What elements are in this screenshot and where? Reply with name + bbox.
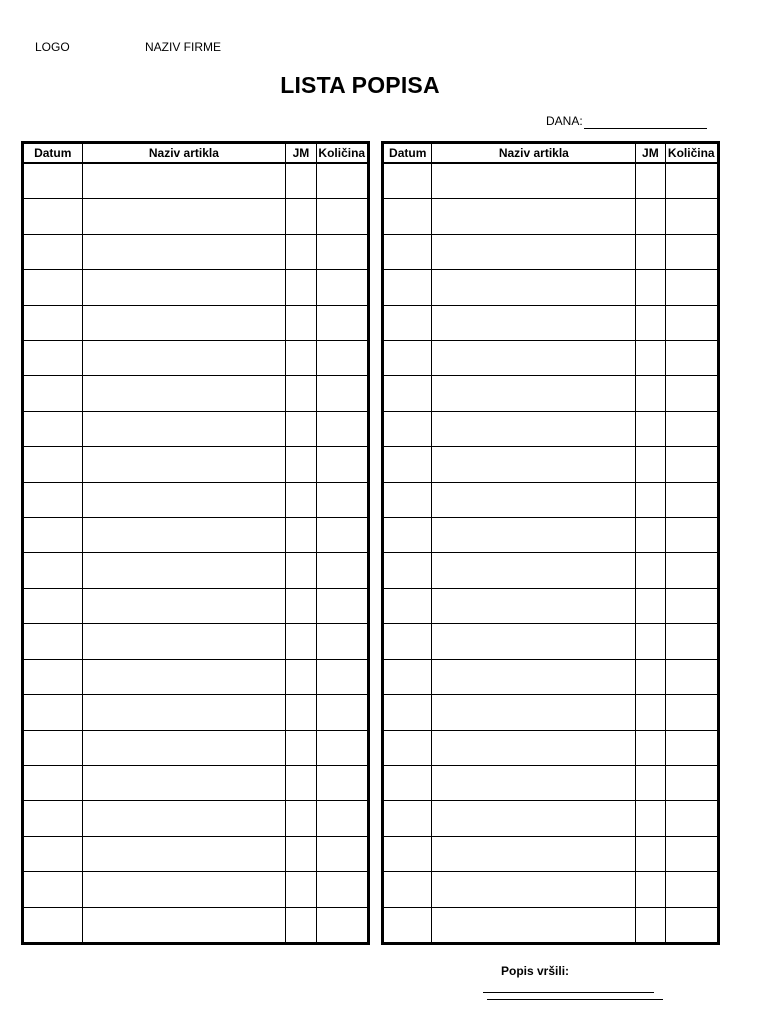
unit-cell[interactable] <box>636 163 665 199</box>
quantity-cell[interactable] <box>316 801 368 836</box>
date-cell[interactable] <box>23 163 83 199</box>
quantity-cell[interactable] <box>316 482 368 517</box>
column-header-date: Datum <box>23 143 83 164</box>
unit-cell[interactable] <box>636 411 665 446</box>
date-cell[interactable] <box>383 234 432 269</box>
date-cell[interactable] <box>383 270 432 305</box>
unit-cell[interactable] <box>636 588 665 623</box>
unit-cell[interactable] <box>636 341 665 376</box>
item-name-cell[interactable] <box>82 801 286 836</box>
table-row <box>23 765 369 800</box>
table-row <box>383 836 719 871</box>
unit-cell[interactable] <box>286 730 316 765</box>
table-row <box>383 765 719 800</box>
date-cell[interactable] <box>383 482 432 517</box>
item-name-cell[interactable] <box>432 907 636 943</box>
table-row <box>23 624 369 659</box>
table-row <box>383 518 719 553</box>
item-name-cell[interactable] <box>82 234 286 269</box>
company-name-placeholder: NAZIV FIRME <box>145 40 222 54</box>
date-cell[interactable] <box>383 411 432 446</box>
item-name-cell[interactable] <box>432 376 636 411</box>
item-name-cell[interactable] <box>82 199 286 234</box>
table-row <box>383 305 719 340</box>
inventory-table-left <box>21 141 370 945</box>
quantity-cell[interactable] <box>665 765 719 800</box>
table-body <box>383 163 719 944</box>
date-cell[interactable] <box>23 765 83 800</box>
unit-cell[interactable] <box>636 482 665 517</box>
table-row <box>383 907 719 943</box>
date-cell[interactable] <box>23 730 83 765</box>
table-row <box>23 730 369 765</box>
table-row <box>23 305 369 340</box>
item-name-cell[interactable] <box>82 447 286 482</box>
item-name-cell[interactable] <box>432 801 636 836</box>
table-row <box>23 588 369 623</box>
table-row <box>383 341 719 376</box>
quantity-cell[interactable] <box>316 305 368 340</box>
quantity-cell[interactable] <box>665 872 719 907</box>
table-row <box>23 836 369 871</box>
date-cell[interactable] <box>23 659 83 694</box>
date-label: DANA: <box>546 114 583 128</box>
quantity-cell[interactable] <box>316 447 368 482</box>
column-header-unit: JM <box>286 143 316 164</box>
date-cell[interactable] <box>383 518 432 553</box>
quantity-cell[interactable] <box>316 695 368 730</box>
item-name-cell[interactable] <box>432 588 636 623</box>
item-name-cell[interactable] <box>82 695 286 730</box>
table-row <box>23 411 369 446</box>
date-cell[interactable] <box>383 836 432 871</box>
date-cell[interactable] <box>23 376 83 411</box>
table-row <box>383 801 719 836</box>
unit-cell[interactable] <box>286 624 316 659</box>
quantity-cell[interactable] <box>665 376 719 411</box>
item-name-cell[interactable] <box>82 411 286 446</box>
table-row <box>23 695 369 730</box>
table-header-row <box>23 143 369 164</box>
date-cell[interactable] <box>23 411 83 446</box>
item-name-cell[interactable] <box>82 163 286 199</box>
table-row <box>23 234 369 269</box>
unit-cell[interactable] <box>286 801 316 836</box>
date-cell[interactable] <box>23 695 83 730</box>
item-name-cell[interactable] <box>82 376 286 411</box>
item-name-cell[interactable] <box>82 305 286 340</box>
item-name-cell[interactable] <box>82 907 286 943</box>
column-header-date: Datum <box>383 143 432 164</box>
table-row <box>23 872 369 907</box>
item-name-cell[interactable] <box>432 482 636 517</box>
column-header-item-name: Naziv artikla <box>82 143 286 164</box>
quantity-cell[interactable] <box>316 872 368 907</box>
quantity-cell[interactable] <box>665 482 719 517</box>
quantity-cell[interactable] <box>665 907 719 943</box>
date-cell[interactable] <box>23 624 83 659</box>
quantity-cell[interactable] <box>665 305 719 340</box>
item-name-cell[interactable] <box>82 872 286 907</box>
unit-cell[interactable] <box>636 872 665 907</box>
unit-cell[interactable] <box>286 482 316 517</box>
unit-cell[interactable] <box>636 305 665 340</box>
date-cell[interactable] <box>23 907 83 943</box>
table-row <box>383 447 719 482</box>
quantity-cell[interactable] <box>665 730 719 765</box>
table-body <box>23 163 369 944</box>
unit-cell[interactable] <box>636 270 665 305</box>
item-name-cell[interactable] <box>432 872 636 907</box>
quantity-cell[interactable] <box>316 836 368 871</box>
unit-cell[interactable] <box>636 553 665 588</box>
unit-cell[interactable] <box>636 234 665 269</box>
date-cell[interactable] <box>383 695 432 730</box>
unit-cell[interactable] <box>636 730 665 765</box>
table-row <box>23 447 369 482</box>
date-cell[interactable] <box>383 163 432 199</box>
item-name-cell[interactable] <box>82 836 286 871</box>
quantity-cell[interactable] <box>316 411 368 446</box>
table-row <box>383 872 719 907</box>
unit-cell[interactable] <box>286 659 316 694</box>
table-row <box>23 801 369 836</box>
date-cell[interactable] <box>23 801 83 836</box>
table-row <box>383 411 719 446</box>
quantity-cell[interactable] <box>316 553 368 588</box>
signed-by-label: Popis vršili: <box>501 964 570 978</box>
date-cell[interactable] <box>23 199 83 234</box>
quantity-cell[interactable] <box>316 730 368 765</box>
quantity-cell[interactable] <box>665 518 719 553</box>
unit-cell[interactable] <box>286 836 316 871</box>
item-name-cell[interactable] <box>82 588 286 623</box>
item-name-cell[interactable] <box>432 730 636 765</box>
date-cell[interactable] <box>383 801 432 836</box>
date-cell[interactable] <box>383 624 432 659</box>
date-fill-line[interactable] <box>584 128 707 129</box>
unit-cell[interactable] <box>286 341 316 376</box>
unit-cell[interactable] <box>636 801 665 836</box>
date-cell[interactable] <box>23 270 83 305</box>
unit-cell[interactable] <box>286 553 316 588</box>
unit-cell[interactable] <box>636 659 665 694</box>
item-name-cell[interactable] <box>432 447 636 482</box>
table-row <box>383 482 719 517</box>
quantity-cell[interactable] <box>316 199 368 234</box>
signature-line[interactable] <box>487 999 663 1000</box>
quantity-cell[interactable] <box>665 801 719 836</box>
item-name-cell[interactable] <box>432 411 636 446</box>
unit-cell[interactable] <box>286 376 316 411</box>
unit-cell[interactable] <box>286 234 316 269</box>
date-cell[interactable] <box>383 730 432 765</box>
column-header-item-name: Naziv artikla <box>432 143 636 164</box>
quantity-cell[interactable] <box>665 659 719 694</box>
quantity-cell[interactable] <box>316 765 368 800</box>
quantity-cell[interactable] <box>316 659 368 694</box>
date-cell[interactable] <box>383 765 432 800</box>
quantity-cell[interactable] <box>316 163 368 199</box>
date-cell[interactable] <box>23 836 83 871</box>
date-cell[interactable] <box>383 305 432 340</box>
table-row <box>23 907 369 943</box>
unit-cell[interactable] <box>636 624 665 659</box>
quantity-cell[interactable] <box>665 270 719 305</box>
item-name-cell[interactable] <box>82 624 286 659</box>
table-row <box>23 199 369 234</box>
table-row <box>383 270 719 305</box>
item-name-cell[interactable] <box>432 553 636 588</box>
column-header-quantity: Količina <box>316 143 368 164</box>
date-cell[interactable] <box>383 588 432 623</box>
item-name-cell[interactable] <box>432 624 636 659</box>
unit-cell[interactable] <box>636 518 665 553</box>
date-cell[interactable] <box>23 553 83 588</box>
unit-cell[interactable] <box>636 695 665 730</box>
table-row <box>23 376 369 411</box>
table-row <box>383 659 719 694</box>
unit-cell[interactable] <box>286 163 316 199</box>
unit-cell[interactable] <box>286 872 316 907</box>
quantity-cell[interactable] <box>316 376 368 411</box>
table-row <box>23 341 369 376</box>
unit-cell[interactable] <box>286 518 316 553</box>
quantity-cell[interactable] <box>316 907 368 943</box>
item-name-cell[interactable] <box>82 482 286 517</box>
table-row <box>383 553 719 588</box>
column-header-quantity: Količina <box>665 143 719 164</box>
quantity-cell[interactable] <box>316 518 368 553</box>
date-cell[interactable] <box>23 588 83 623</box>
date-cell[interactable] <box>383 447 432 482</box>
quantity-cell[interactable] <box>316 234 368 269</box>
item-name-cell[interactable] <box>432 305 636 340</box>
item-name-cell[interactable] <box>82 730 286 765</box>
inventory-table-right <box>381 141 720 945</box>
unit-cell[interactable] <box>286 907 316 943</box>
item-name-cell[interactable] <box>82 765 286 800</box>
item-name-cell[interactable] <box>432 199 636 234</box>
date-cell[interactable] <box>383 376 432 411</box>
table-row <box>383 199 719 234</box>
date-cell[interactable] <box>23 234 83 269</box>
page-title: LISTA POPISA <box>280 72 440 98</box>
unit-cell[interactable] <box>286 305 316 340</box>
item-name-cell[interactable] <box>82 659 286 694</box>
date-cell[interactable] <box>383 659 432 694</box>
unit-cell[interactable] <box>286 765 316 800</box>
date-cell[interactable] <box>23 518 83 553</box>
item-name-cell[interactable] <box>82 518 286 553</box>
item-name-cell[interactable] <box>82 341 286 376</box>
table-header-row <box>383 143 719 164</box>
logo-placeholder: LOGO <box>35 40 70 54</box>
unit-cell[interactable] <box>286 270 316 305</box>
quantity-cell[interactable] <box>316 270 368 305</box>
date-cell[interactable] <box>383 341 432 376</box>
quantity-cell[interactable] <box>665 624 719 659</box>
quantity-cell[interactable] <box>316 624 368 659</box>
unit-cell[interactable] <box>286 588 316 623</box>
table-row <box>383 163 719 199</box>
item-name-cell[interactable] <box>82 553 286 588</box>
quantity-cell[interactable] <box>665 341 719 376</box>
date-cell[interactable] <box>383 872 432 907</box>
date-cell[interactable] <box>383 199 432 234</box>
table-row <box>23 163 369 199</box>
table-row <box>383 695 719 730</box>
date-cell[interactable] <box>383 553 432 588</box>
quantity-cell[interactable] <box>665 588 719 623</box>
unit-cell[interactable] <box>636 907 665 943</box>
date-cell[interactable] <box>23 482 83 517</box>
date-cell[interactable] <box>23 447 83 482</box>
item-name-cell[interactable] <box>432 234 636 269</box>
quantity-cell[interactable] <box>665 553 719 588</box>
table-row <box>23 270 369 305</box>
unit-cell[interactable] <box>286 411 316 446</box>
table-row <box>23 482 369 517</box>
quantity-cell[interactable] <box>665 836 719 871</box>
unit-cell[interactable] <box>636 199 665 234</box>
item-name-cell[interactable] <box>432 695 636 730</box>
signature-line[interactable] <box>483 992 654 993</box>
table-row <box>383 234 719 269</box>
item-name-cell[interactable] <box>432 765 636 800</box>
item-name-cell[interactable] <box>432 163 636 199</box>
date-cell[interactable] <box>23 341 83 376</box>
unit-cell[interactable] <box>636 376 665 411</box>
date-cell[interactable] <box>23 305 83 340</box>
quantity-cell[interactable] <box>665 411 719 446</box>
item-name-cell[interactable] <box>432 341 636 376</box>
quantity-cell[interactable] <box>665 234 719 269</box>
item-name-cell[interactable] <box>432 836 636 871</box>
unit-cell[interactable] <box>286 199 316 234</box>
unit-cell[interactable] <box>636 836 665 871</box>
item-name-cell[interactable] <box>432 659 636 694</box>
date-cell[interactable] <box>383 907 432 943</box>
item-name-cell[interactable] <box>432 270 636 305</box>
table-row <box>383 376 719 411</box>
table-row <box>23 553 369 588</box>
date-cell[interactable] <box>23 872 83 907</box>
column-header-unit: JM <box>636 143 665 164</box>
table-row <box>23 659 369 694</box>
table-row <box>383 588 719 623</box>
quantity-cell[interactable] <box>665 695 719 730</box>
quantity-cell[interactable] <box>316 341 368 376</box>
item-name-cell[interactable] <box>432 518 636 553</box>
unit-cell[interactable] <box>286 695 316 730</box>
quantity-cell[interactable] <box>665 163 719 199</box>
quantity-cell[interactable] <box>665 199 719 234</box>
unit-cell[interactable] <box>286 447 316 482</box>
quantity-cell[interactable] <box>665 447 719 482</box>
quantity-cell[interactable] <box>316 588 368 623</box>
unit-cell[interactable] <box>636 447 665 482</box>
table-row <box>383 624 719 659</box>
item-name-cell[interactable] <box>82 270 286 305</box>
table-row <box>383 730 719 765</box>
unit-cell[interactable] <box>636 765 665 800</box>
table-row <box>23 518 369 553</box>
